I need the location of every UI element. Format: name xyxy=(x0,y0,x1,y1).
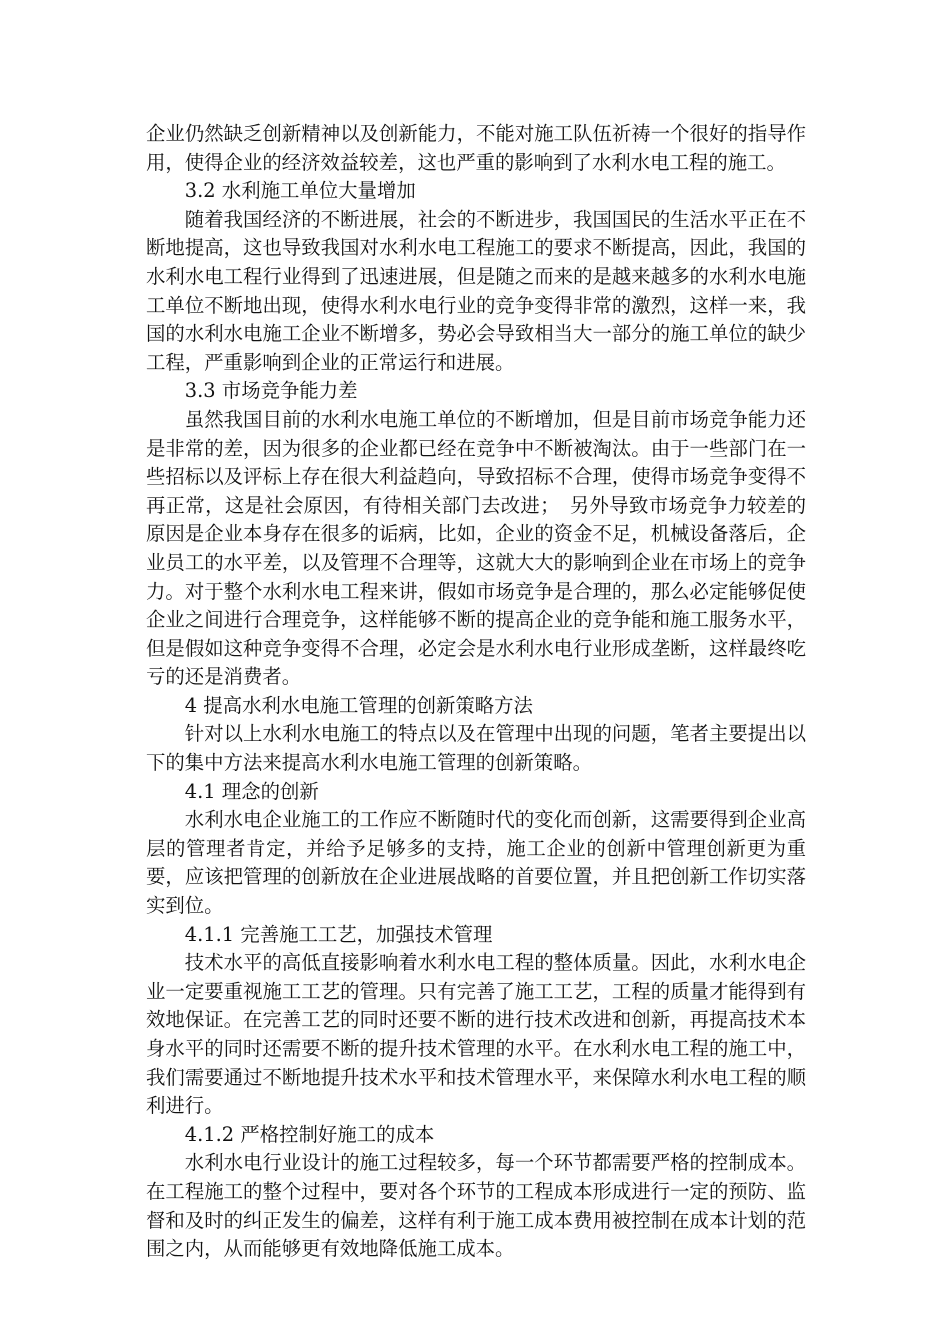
paragraph: 随着我国经济的不断进展，社会的不断进步，我国国民的生活水平正在不断地提高，这也导致我国对水利水电工程施工的要求不断提高，因此，我国的水利水电工程行业得到了迅速进展，但是随之而来的是越来越多的水利水电施工单位不断地出现，使得水利水电行业的竞争变得非常的激烈，这样一来，我国的水利水电施工企业不断增多，势必会导致相当大一部分的施工单位的缺少工程，严重影响到企业的正常运行和进展。 xyxy=(146,207,806,374)
paragraph: 水利水电行业设计的施工过程较多，每一个环节都需要严格的控制成本。在工程施工的整个过程中，要对各个环节的工程成本形成进行一定的预防、监督和及时的纠正发生的偏差，这样有利于施工成本费用被控制在成本计划的范围之内，从而能够更有效地降低施工成本。 xyxy=(146,1151,806,1261)
section-heading-3-2: 3.2 水利施工单位大量增加 xyxy=(184,179,416,203)
paragraph: 虽然我国目前的水利水电施工单位的不断增加，但是目前市场竞争能力还是非常的差，因为很多的企业都已经在竞争中不断被淘汰。由于一些部门在一些招标以及评标上存在很大利益趋向，导致招标不合理，使得市场竞争变得不再正常，这是社会原因，有待相关部门去改进； 另外导致市场竞争力较差的原因是企业本身存在很多的诟病，比如，企业的资金不足，机械设备落后，企业员工的水平差，以及管理不合理等，这就大大的影响到企业在市场上的竞争力。对于整个水利水电工程来讲，假如市场竞争是合理的，那么必定能够促使企业之间进行合理竞争，这样能够不断的提高企业的竞争能和施工服务水平，但是假如这种竞争变得不合理，必定会是水利水电行业形成垄断，这样最终吃亏的还是消费者。 xyxy=(146,407,806,689)
paragraph: 水利水电企业施工的工作应不断随时代的变化而创新，这需要得到企业高层的管理者肯定，并给予足够多的支持，施工企业的创新中管理创新更为重要，应该把管理的创新放在企业进展战略的首要位置，并且把创新工作切实落实到位。 xyxy=(146,808,806,918)
section-heading-4-1: 4.1 理念的创新 xyxy=(184,779,319,803)
paragraph: 针对以上水利水电施工的特点以及在管理中出现的问题，笔者主要提出以下的集中方法来提高水利水电施工管理的创新策略。 xyxy=(146,722,806,775)
section-heading-4-1-2: 4.1.2 严格控制好施工的成本 xyxy=(184,1122,435,1146)
section-heading-4: 4 提高水利水电施工管理的创新策略方法 xyxy=(184,693,533,717)
paragraph-continuation: 企业仍然缺乏创新精神以及创新能力，不能对施工队伍祈祷一个很好的指导作用，使得企业的经济效益较差，这也严重的影响到了水利水电工程的施工。 xyxy=(146,122,806,174)
document-page xyxy=(146,120,806,1264)
section-heading-4-1-1: 4.1.1 完善施工工艺，加强技术管理 xyxy=(184,922,493,946)
section-heading-3-3: 3.3 市场竞争能力差 xyxy=(184,379,358,403)
paragraph: 技术水平的高低直接影响着水利水电工程的整体质量。因此，水利水电企业一定要重视施工工艺的管理。只有完善了施工工艺，工程的质量才能得到有效地保证。在完善工艺的同时还要不断的进行技术改进和创新，再提高技术本身水平的同时还需要不断的提升技术管理的水平。在水利水电工程的施工中，我们需要通过不断地提升技术水平和技术管理水平，来保障水利水电工程的顺利进行。 xyxy=(146,951,806,1118)
